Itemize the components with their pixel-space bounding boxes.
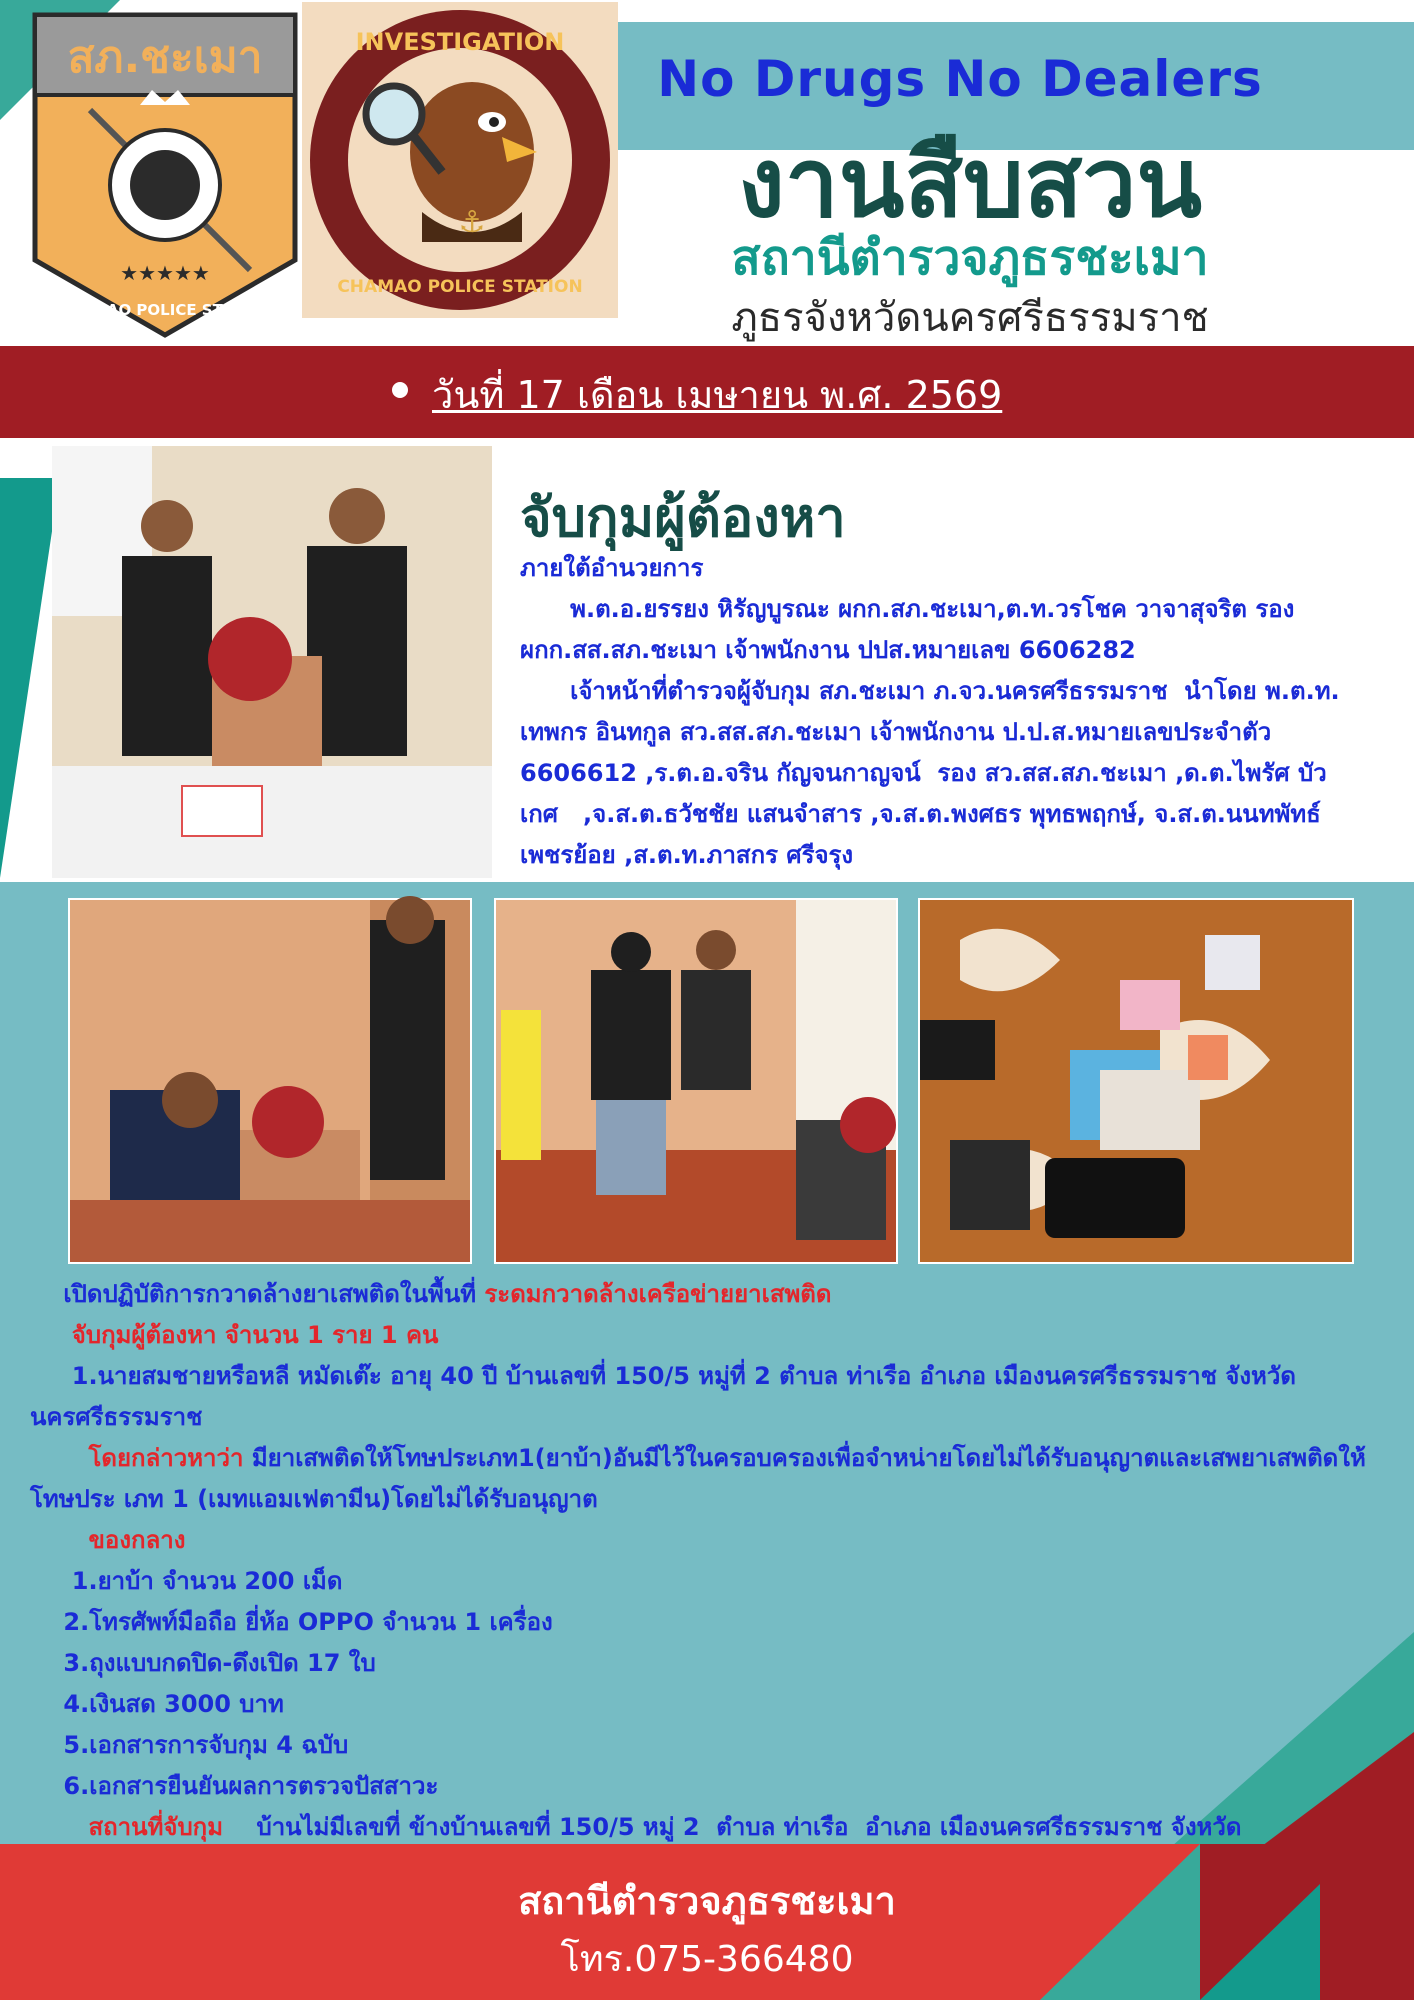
charge-text: มียาเสพติดให้โทษประเภท1(ยาบ้า)อันมีไว้ในครอบครองเพื่อจำหน่ายโดยไม่ได้รับอนุญาตและเสพยาเสพติดให้โทษประ เภท 1 (เมทแอมเฟตามีน)โดยไม่ได้รับอนุญาต bbox=[30, 1444, 1366, 1513]
date-bar bbox=[0, 346, 1414, 438]
decor-teal-triangle bbox=[0, 478, 60, 878]
arrest-photo bbox=[52, 446, 492, 878]
evidence-text: 5.เอกสารการจับกุม 4 ฉบับ bbox=[63, 1731, 349, 1759]
report-date: วันที่ 17 เดือน เมษายน พ.ศ. 2569 bbox=[432, 373, 1003, 417]
place-text: บ้านไม่มีเลขที่ ข้างบ้านเลขที่ 150/5 หมู่ 2 ตำบล ท่าเรือ อำเภอ เมืองนครศรีธรรมราช จังหวัด bbox=[256, 1813, 1242, 1841]
arrest-title: จับกุมผู้ต้องหา bbox=[520, 486, 846, 549]
badge-right-bottom: CHAMAO POLICE STATION bbox=[337, 277, 583, 297]
operation-highlight: ระดมกวาดล้างเครือข่ายยาเสพติด bbox=[484, 1280, 832, 1308]
footer-station: สถานีตำรวจภูธรชะเมา bbox=[518, 1879, 896, 1923]
header bbox=[0, 0, 1414, 346]
evidence-photo-search bbox=[68, 898, 472, 1264]
command-heading: ภายใต้อำนวยการ bbox=[520, 554, 704, 582]
evidence-item bbox=[30, 1643, 1390, 1684]
details-section bbox=[0, 882, 1414, 1844]
slogan: No Drugs No Dealers bbox=[657, 50, 1263, 108]
suspect-info: 1.นายสมชายหรือหลี หมัดเต๊ะ อายุ 40 ปี บ้านเลขที่ 150/5 หมู่ที่ 2 ตำบล ท่าเรือ อำเภอ เมืองนครศรีธรรมราช จังหวัด นครศรีธรรมราช bbox=[30, 1362, 1296, 1431]
evidence-item bbox=[30, 1766, 1390, 1807]
operation-prefix: เปิดปฏิบัติการกวาดล้างยาเสพติดในพื้นที่ bbox=[63, 1280, 485, 1308]
evidence-text: 3.ถุงแบบกดปิด-ดึงเปิด 17 ใบ bbox=[63, 1649, 376, 1677]
footer bbox=[0, 1844, 1414, 2000]
province-name: ภูธรจังหวัดนครศรีธรรมราช bbox=[731, 295, 1209, 341]
arrest-section bbox=[0, 438, 1414, 882]
arrest-count-line bbox=[30, 1315, 1390, 1356]
svg-text:⚓: ⚓ bbox=[458, 205, 486, 240]
page-title: งานสืบสวน bbox=[737, 127, 1203, 239]
badge-left-ring: CHAMAO POLICE STATION bbox=[56, 301, 274, 319]
place-label: สถานที่จับกุม bbox=[88, 1813, 224, 1841]
case-details bbox=[30, 1274, 1390, 1889]
command-officers: พ.ต.อ.ยรรยง หิรัญบูรณะ ผกก.สภ.ชะเมา,ต.ท.วรโชค วาจาสุจริต รอง ผกก.สส.สภ.ชะเมา เจ้าพนักงาน ปปส.หมายเลข 6606282 bbox=[520, 595, 1303, 664]
arrest-count: จับกุมผู้ต้องหา จำนวน 1 ราย 1 คน bbox=[71, 1321, 439, 1349]
evidence-item bbox=[30, 1561, 1390, 1602]
evidence-item bbox=[30, 1725, 1390, 1766]
evidence-item bbox=[30, 1602, 1390, 1643]
evidence-heading-line bbox=[30, 1520, 1390, 1561]
evidence-item bbox=[30, 1684, 1390, 1725]
evidence-text: 2.โทรศัพท์มือถือ ยี่ห้อ OPPO จำนวน 1 เครื่อง bbox=[63, 1608, 553, 1636]
evidence-text: 1.ยาบ้า จำนวน 200 เม็ด bbox=[71, 1567, 343, 1595]
evidence-text: 6.เอกสารยืนยันผลการตรวจปัสสาวะ bbox=[63, 1772, 439, 1800]
station-name: สถานีตำรวจภูธรชะเมา bbox=[731, 230, 1209, 286]
evidence-photo-room bbox=[494, 898, 898, 1264]
police-station-badge bbox=[30, 10, 300, 340]
evidence-photo-items bbox=[918, 898, 1354, 1264]
operation-line bbox=[30, 1274, 1390, 1315]
suspect-line bbox=[30, 1356, 1390, 1438]
footer-phone: โทร.075-366480 bbox=[560, 1939, 854, 1980]
charge-label: โดยกล่าวหาว่า bbox=[88, 1444, 244, 1472]
badge-left-title: สภ.ชะเมา bbox=[67, 32, 263, 83]
arresting-officers: เจ้าหน้าที่ตำรวจผู้จับกุม สภ.ชะเมา ภ.จว.นครศรีธรรมราช นำโดย พ.ต.ท. เทพกร อินทกูล สว.สส.สภ.ชะเมา เจ้าพนักงาน ป.ป.ส.หมายเลขประจำตัว 6606612 ,ร.ต.อ.จริน กัญจนกาญจน์ รอง สว.สส.สภ.ชะเมา ,ด.ต.ไพรัศ บัวเกศ ,จ.ส.ต.ธวัชชัย แสนจำสาร ,จ.ส.ต.พงศธร พุทธพฤกษ์, จ.ส.ต.นนทพัทธ์ เพชรย้อย ,ส.ต.ท.ภาสกร ศรีจรุง bbox=[520, 677, 1348, 869]
evidence-label: ของกลาง bbox=[88, 1526, 186, 1554]
investigation-badge bbox=[302, 2, 618, 318]
arrest-description bbox=[520, 548, 1360, 876]
bullet-icon bbox=[392, 382, 408, 398]
charge-line bbox=[30, 1438, 1390, 1520]
svg-text:★★★★★: ★★★★★ bbox=[120, 261, 210, 285]
evidence-text: 4.เงินสด 3000 บาท bbox=[63, 1690, 284, 1718]
badge-right-top: INVESTIGATION bbox=[355, 28, 565, 56]
